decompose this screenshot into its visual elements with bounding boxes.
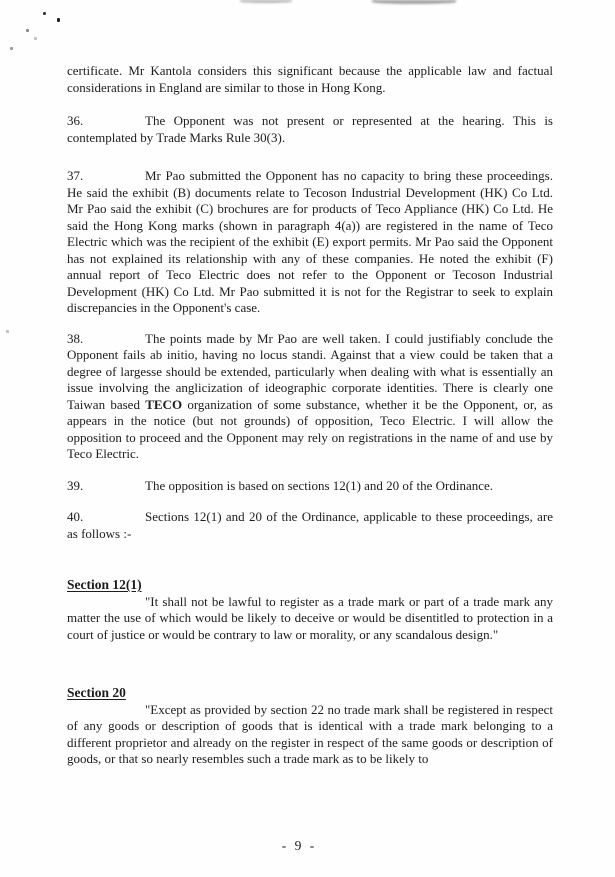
paragraph-38-text-post: organization of some substance, whether it be the Opponent, or, as appears in the notice (but not grounds) of opposition, Teco Electric. I will allow the opposition to proceed and the Opponent may rely on registrations in the name of and use by Teco Electric. [67,396,553,461]
paragraph-36 [67,113,553,146]
paragraph-38 [67,331,553,463]
paragraph-intro-text: certificate. Mr Kantola considers this significant because the applicable law and factual considerations in England are similar to those in Hong Kong. [67,63,553,95]
page-number: - 9 - [281,838,315,853]
paragraph-38-number: 38. [67,330,84,346]
scan-speckle [6,330,9,333]
paragraph-39-text: The opposition is based on sections 12(1) and 20 of the Ordinance. [145,477,494,493]
page-body [67,63,553,768]
paragraph-38-text-pre: The points made by Mr Pao are well taken. I could justifiably conclude the Opponent fails ab initio, having no locus standi. Against that a view could be taken that a degree of largesse should be extended, particularly when dealing with what is essentially an issue involving the anglicization of ideographic corporate identities. There is clearly one Taiwan based [67,330,553,412]
section-12-1-quote-text: "It shall not be lawful to register as a trade mark or part of a trade mark any matter the use of which would be likely to deceive or would be disentitled to protection in a court of justice or would be contrary to law or morality, or any scandalous design." [67,593,553,642]
paragraph-36-number: 36. [67,113,84,128]
section-20-quote [67,702,553,768]
paragraph-40-text: Sections 12(1) and 20 of the Ordinance, applicable to these proceedings, are as follows :- [67,509,553,541]
section-20-heading: Section 20 [67,685,126,700]
scan-speckle [34,37,37,40]
scan-speckle [26,29,29,32]
section-12-1-heading: Section 12(1) [67,577,142,592]
scan-speckle [43,12,46,15]
paragraph-37-number: 37. [67,168,84,183]
paragraph-36-text: The Opponent was not present or represented at the hearing. This is contemplated by Trade Marks Rule 30(3). [67,113,553,145]
paragraph-40-number: 40. [67,509,84,524]
scan-smudge [372,0,456,4]
section-12-1-quote [67,594,553,644]
scan-speckle [57,18,60,22]
paragraph-39-number: 39. [67,477,84,493]
paragraph-39 [67,478,553,495]
paragraph-40 [67,509,553,542]
paragraph-38-teco-bold: TECO [145,396,183,412]
scan-speckle [10,47,13,50]
paragraph-37-text: Mr Pao submitted the Opponent has no capacity to bring these proceedings. He said the exhibit (B) documents relate to Tecoson Industrial Development (HK) Co Ltd. Mr Pao said the exhibit (C) brochures are for products of Teco Appliance (HK) Co Ltd. He said the Hong Kong marks (shown in paragraph 4(a)) are registered in the name of Teco Electric which was the recipient of the exhibit (E) export permits. Mr Pao said the Opponent has not explained its relationship with any of these companies. He noted the exhibit (F) annual report of Teco Electric does not refer to the Opponent or Tecoson Industrial Development (HK) Co Ltd. Mr Pao submitted it is not for the Registrar to seek to explain discrepancies in the Opponent's case. [67,168,553,315]
section-20-quote-text: "Except as provided by section 22 no trade mark shall be registered in respect of any goods or description of goods that is identical with a trade mark belonging to a different proprietor and already on the register in respect of the same goods or description of goods, or that so nearly resembles such a trade mark as to be likely to [67,701,553,766]
paragraph-intro [67,63,553,96]
scan-smudge [240,0,292,3]
paragraph-37 [67,168,553,317]
